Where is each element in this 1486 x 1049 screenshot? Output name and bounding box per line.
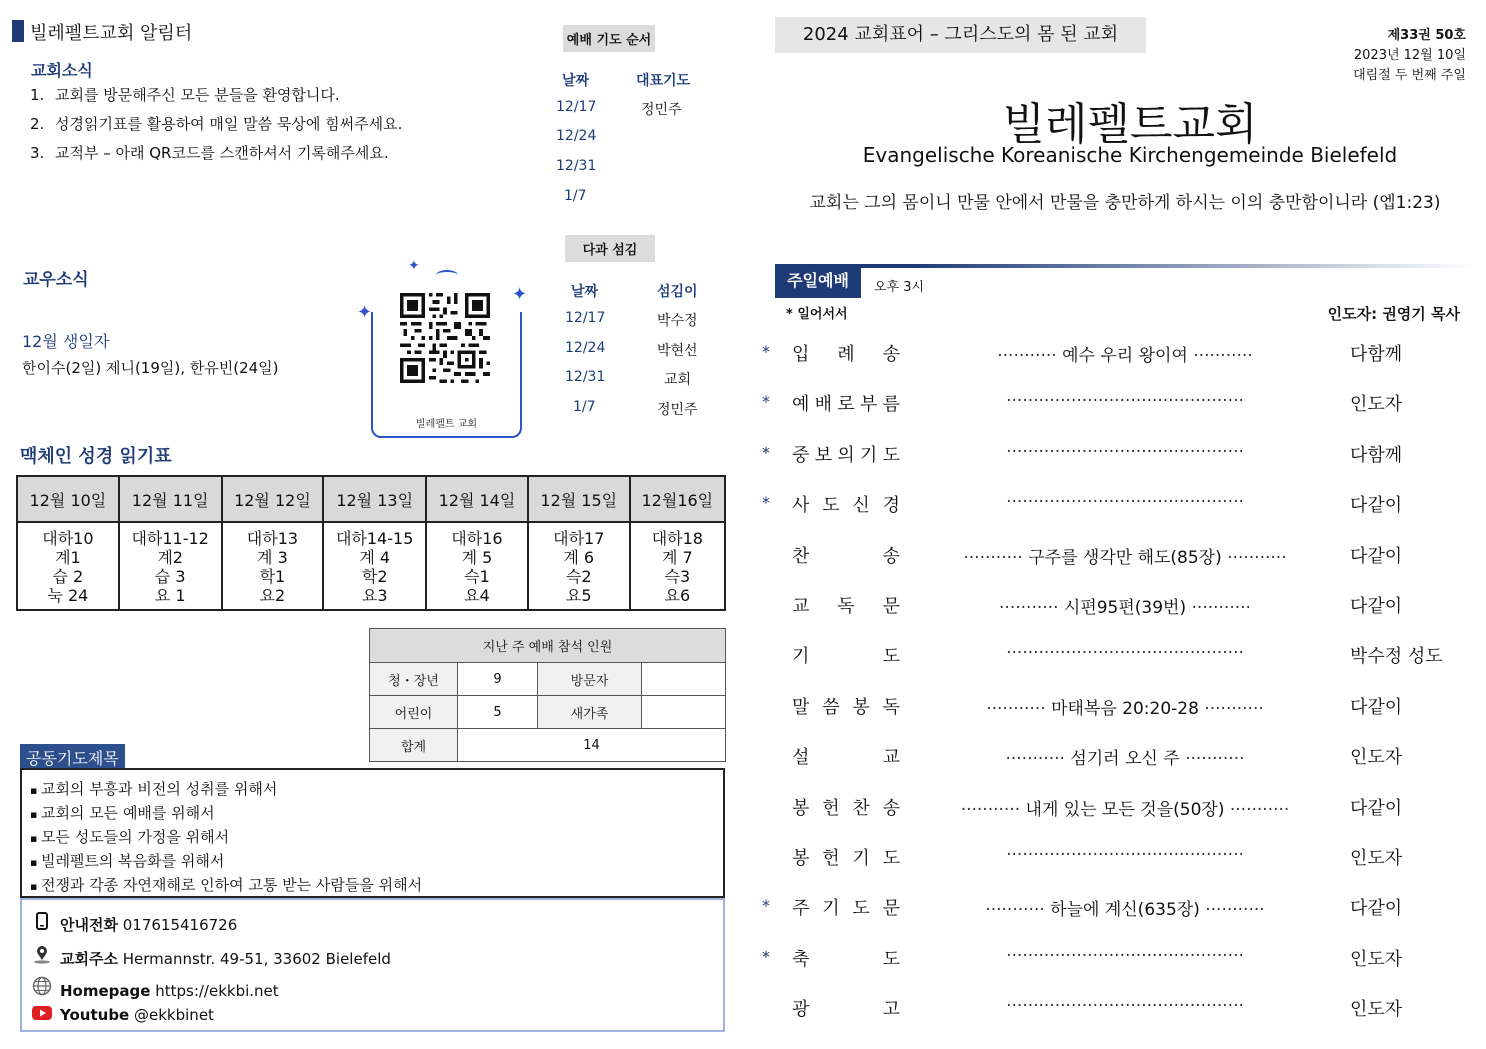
refreshment-name-header: 섬김이	[657, 284, 698, 300]
church-news-heading: 교회소식	[31, 61, 93, 80]
service-item-label: 중 보 의 기 도	[792, 445, 900, 466]
birthday-list: 한이수(2일) 제니(19일), 한유빈(24일)	[22, 359, 279, 377]
standing-marker: *	[762, 392, 770, 411]
service-item-participant: 인도자	[1350, 999, 1403, 1020]
prayer-order-name: 정민주	[641, 102, 682, 118]
reading-date: 12월 11일	[119, 476, 222, 522]
bulletin-date: 2023년 12월 10일	[1353, 48, 1466, 63]
reading-date: 12월 12일	[222, 476, 324, 522]
attendance-label: 합계	[370, 729, 458, 762]
prayer-topic-item: ▪ 교회의 부흥과 비전의 성취를 위해서	[30, 778, 715, 802]
service-item-participant: 인도자	[1350, 949, 1403, 970]
reading-cell: 대하16 계 5 슥1 요4	[426, 522, 528, 610]
service-item-detail: ············································	[1006, 492, 1244, 512]
attendance-value	[642, 696, 726, 729]
church-motto: 2024 교회표어 – 그리스도의 몸 된 교회	[775, 17, 1146, 53]
bulletin-board-title: 빌레펠트교회 알림터	[30, 23, 193, 44]
service-item-detail: ············································	[1006, 996, 1244, 1016]
service-item-label: 교 독 문	[792, 596, 900, 617]
prayer-topics-tag: 공동기도제목	[20, 744, 125, 768]
service-item-label: 봉 헌 기 도	[792, 848, 900, 869]
reading-cell: 대하17 계 6 슥2 요5	[528, 522, 630, 610]
service-item-participant: 다같이	[1350, 546, 1403, 567]
refreshment-date: 12/24	[565, 340, 606, 356]
location-pin-icon	[30, 944, 54, 968]
qr-caption: 빌레펠트 교회	[415, 419, 478, 430]
reading-body-row	[17, 522, 725, 610]
service-time: 오후 3시	[874, 280, 925, 295]
service-item-participant: 다같이	[1350, 495, 1403, 516]
refreshment-name: 정민주	[657, 402, 698, 418]
standing-marker: *	[762, 443, 770, 462]
attendance-total: 14	[458, 729, 726, 762]
arc-decoration	[436, 270, 458, 280]
service-item-participant: 인도자	[1350, 747, 1403, 768]
service-leader: 인도자: 권영기 목사	[1327, 305, 1460, 323]
attendance-value: 9	[458, 663, 538, 696]
header-accent-bar	[12, 20, 24, 42]
service-item-participant: 다함께	[1350, 445, 1403, 466]
standing-marker: *	[762, 493, 770, 512]
reading-cell: 대하13 계 3 학1 요2	[222, 522, 324, 610]
reading-date: 12월16일	[630, 476, 725, 522]
prayer-order-date: 12/24	[556, 128, 597, 144]
prayer-order-name-header: 대표기도	[636, 73, 691, 89]
member-news-heading: 교우소식	[23, 270, 89, 290]
refreshment-name: 박수정	[657, 313, 698, 329]
news-item: 2. 성경읽기표를 활용하여 매일 말씀 묵상에 힘써주세요.	[30, 115, 403, 133]
service-item-detail: ··········· 마태복음 20:20-28 ···········	[986, 699, 1264, 719]
prayer-order-tag: 예배 기도 순서	[563, 25, 655, 52]
sparkle-icon: ✦	[357, 302, 373, 323]
contact-phone[interactable]: 017615416726	[122, 916, 238, 934]
prayer-topic-item: ▪ 모든 성도들의 가정을 위해서	[30, 826, 715, 850]
service-item-detail: ············································	[1006, 643, 1244, 663]
reading-date: 12월 13일	[323, 476, 426, 522]
refreshment-date: 12/31	[565, 369, 606, 385]
refreshment-tag: 다과 섬김	[565, 235, 655, 262]
standing-marker: *	[762, 896, 770, 915]
reading-cell: 대하11-12 계2 습 3 요 1	[119, 522, 222, 610]
youtube-icon	[30, 1006, 54, 1024]
qr-code-icon[interactable]	[398, 293, 492, 383]
reading-cell: 대하14-15 계 4 학2 요3	[323, 522, 426, 610]
reading-plan-table	[16, 475, 726, 611]
service-item-label: 사 도 신 경	[792, 495, 900, 516]
news-item: 1. 교회를 방문해주신 모든 분들을 환영합니다.	[30, 86, 340, 104]
reading-date: 12월 10일	[17, 476, 119, 522]
globe-icon	[30, 976, 54, 1000]
service-item-label: 광 고	[792, 999, 900, 1020]
service-item-label: 입 례 송	[792, 344, 900, 365]
attendance-value	[642, 663, 726, 696]
prayer-order-date-header: 날짜	[562, 73, 590, 89]
service-item-label: 말 씀 봉 독	[792, 697, 900, 718]
bible-verse: 교회는 그의 몸이니 만물 안에서 만물을 충만하게 하시는 이의 충만함이니라 (엡1:23)	[809, 193, 1441, 213]
attendance-label: 방문자	[538, 663, 642, 696]
service-item-detail: ············································	[1006, 391, 1244, 411]
service-item-label: 기 도	[792, 646, 900, 667]
attendance-value: 5	[458, 696, 538, 729]
service-item-participant: 다같이	[1350, 798, 1403, 819]
sparkle-icon: ✦	[512, 284, 528, 305]
service-item-participant: 다같이	[1350, 898, 1403, 919]
prayer-order-date: 12/17	[556, 99, 597, 115]
standing-marker: *	[762, 947, 770, 966]
service-item-detail: ··········· 시편95편(39번) ···········	[999, 598, 1251, 618]
volume-number: 제33권 50호	[1387, 28, 1466, 43]
attendance-label: 청・장년	[370, 663, 458, 696]
service-item-detail: ··········· 예수 우리 왕이여 ···········	[997, 346, 1253, 366]
service-item-participant: 인도자	[1350, 394, 1403, 415]
service-item-label: 예 배 로 부 름	[792, 394, 900, 415]
prayer-topics-list	[20, 768, 725, 898]
service-item-participant: 박수정 성도	[1350, 646, 1443, 667]
attendance-label: 새가족	[538, 696, 642, 729]
standing-marker: *	[762, 342, 770, 361]
reading-header-row	[17, 476, 725, 522]
attendance-label: 어린이	[370, 696, 458, 729]
church-name: 빌레펠트교회	[1002, 99, 1258, 150]
reading-cell: 대하10 계1 습 2 눅 24	[17, 522, 119, 610]
service-item-label: 축 도	[792, 949, 900, 970]
prayer-topic-item: ▪ 빌레펠트의 복음화를 위해서	[30, 850, 715, 874]
refreshment-name: 박현선	[657, 343, 698, 359]
prayer-topic-item: ▪ 교회의 모든 예배를 위해서	[30, 802, 715, 826]
contact-phone-row: 안내전화 017615416726	[30, 912, 237, 935]
contact-box	[20, 898, 725, 1032]
service-item-participant: 다함께	[1350, 344, 1403, 365]
service-item-participant: 다같이	[1350, 596, 1403, 617]
reading-date: 12월 14일	[426, 476, 528, 522]
attendance-table	[369, 628, 726, 762]
service-item-participant: 다같이	[1350, 697, 1403, 718]
service-item-participant: 인도자	[1350, 848, 1403, 869]
contact-homepage-row: Homepage https://ekkbi.net	[30, 976, 279, 1000]
refreshment-date: 1/7	[573, 399, 596, 415]
contact-address-row: 교회주소 Hermannstr. 49-51, 33602 Bielefeld	[30, 944, 391, 969]
service-item-detail: ············································	[1006, 946, 1244, 966]
church-name-german: Evangelische Koreanische Kirchengemeinde Bielefeld	[862, 143, 1398, 167]
birthday-heading: 12월 생일자	[22, 332, 110, 351]
refreshment-date-header: 날짜	[571, 284, 599, 300]
news-item: 3. 교적부 – 아래 QR코드를 스캔하셔서 기록해주세요.	[30, 144, 389, 162]
refreshment-date: 12/17	[565, 310, 606, 326]
service-item-detail: ··········· 하늘에 계신(635장) ···········	[985, 900, 1265, 920]
service-divider	[775, 264, 1475, 268]
service-item-label: 설 교	[792, 747, 900, 768]
reading-cell: 대하18 계 7 슥3 요6	[630, 522, 725, 610]
service-item-label: 주 기 도 문	[792, 898, 900, 919]
reading-plan-heading: 맥체인 성경 읽기표	[20, 446, 172, 467]
attendance-title: 지난 주 예배 참석 인원	[370, 629, 726, 663]
stand-note: * 일어서서	[786, 307, 848, 322]
service-item-label: 찬 송	[792, 546, 900, 567]
service-item-detail: ··········· 내게 있는 모든 것을(50장) ···········	[960, 800, 1290, 820]
service-item-detail: ············································	[1006, 845, 1244, 865]
sunday-service-tag: 주일예배	[775, 266, 861, 298]
contact-address: Hermannstr. 49-51, 33602 Bielefeld	[122, 950, 391, 968]
service-item-detail: ············································	[1006, 442, 1244, 462]
service-item-detail: ··········· 섬기러 오신 주 ···········	[1005, 749, 1245, 769]
youtube-handle[interactable]: @ekkbinet	[134, 1006, 214, 1024]
liturgical-week: 대림절 두 번째 주일	[1353, 68, 1466, 83]
phone-icon	[30, 912, 54, 934]
sparkle-icon: ✦	[408, 258, 420, 274]
prayer-topic-item: ▪ 전쟁과 각종 자연재해로 인하여 고통 받는 사람들을 위해서	[30, 874, 715, 898]
contact-youtube-row: Youtube @ekkbinet	[30, 1006, 214, 1024]
reading-date: 12월 15일	[528, 476, 630, 522]
prayer-order-date: 1/7	[564, 188, 587, 204]
prayer-order-date: 12/31	[556, 158, 597, 174]
homepage-link[interactable]: https://ekkbi.net	[155, 982, 279, 1000]
refreshment-name: 교회	[664, 372, 692, 388]
service-item-detail: ··········· 구주를 생각만 해도(85장) ···········	[963, 548, 1287, 568]
service-item-label: 봉 헌 찬 송	[792, 798, 900, 819]
